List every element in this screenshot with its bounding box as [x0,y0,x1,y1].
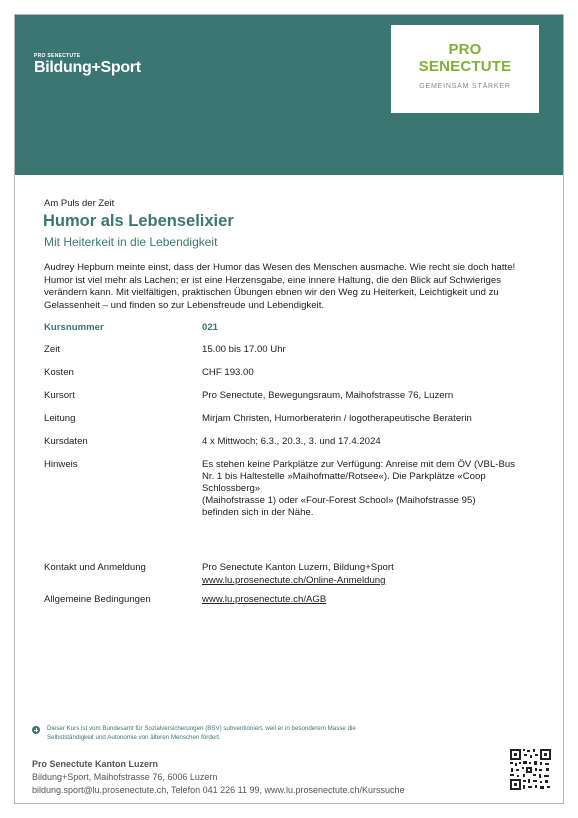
kosten-label: Kosten [44,367,74,378]
qr-code-icon[interactable] [509,748,552,791]
hinweis-label: Hinweis [44,459,78,470]
plus-circle-icon [32,726,40,734]
kosten-value: CHF 193.00 [202,367,254,378]
pro-senectute-logo [391,25,539,113]
logo-tagline: GEMEINSAM STÄRKER [419,83,511,90]
online-anmeldung-link[interactable]: www.lu.prosenectute.ch/Online-Anmeldung [202,575,386,586]
course-intro: Audrey Hepburn meinte einst, dass der Humor das Wesen des Menschen ausmache. Wie recht sie doch hatte! Humor ist viel mehr als Lachen; er ist eine Herzensgabe, eine innere Haltung, die den Blick auf Schwieriges verändern kann. Mit vielfältigen, praktischen Übungen ebnen wir den Weg zu Heiterkeit, Leichtigkeit und zu Gelassenheit – und finden so zur Lebensfreude und Lebendigkeit. [44,262,516,311]
kursdaten-label: Kursdaten [44,436,88,447]
contact-details: bildung.sport@lu.prosenectute.ch, Telefon 041 226 11 99, www.lu.prosenectute.ch/Kurssuche [32,785,405,795]
kursnummer-label: Kursnummer [44,322,104,333]
kontakt-value: Pro Senectute Kanton Luzern, Bildung+Sport [202,562,394,573]
logo-line-1: PRO [448,41,482,58]
brand-title: Bildung+Sport [34,59,141,76]
leitung-label: Leitung [44,413,76,424]
course-flyer [14,14,564,804]
course-title: Humor als Lebenselixier [43,212,234,230]
kursort-value: Pro Senectute, Bewegungsraum, Maihofstrasse 76, Luzern [202,390,454,401]
kursdaten-value: 4 x Mittwoch; 6.3., 20.3., 3. und 17.4.2024 [202,436,381,447]
header-band [15,15,563,175]
kursnummer-value: 021 [202,322,219,333]
bsv-footnote-text: Dieser Kurs ist vom Bundesamt für Sozialversicherungen (BSV) subventioniert, weil er in besonderem Masse die Selbstständigkeit und Autonomie von älteren Menschen fördert. [47,725,356,741]
course-eyebrow: Am Puls der Zeit [44,198,115,209]
kontakt-label: Kontakt und Anmeldung [44,562,146,573]
hinweis-value-1: Es stehen keine Parkplätze zur Verfügung: Anreise mit dem ÖV (VBL-Bus Nr. 1 bis Haltestelle »Maihofmatte/Rotsee«). Die Parkplätze «Coop Schlossberg» [202,459,516,494]
brand-small-label: PRO SENECTUTE [34,53,81,59]
course-subtitle: Mit Heiterkeit in die Lebendigkeit [44,235,218,249]
kursort-label: Kursort [44,390,75,401]
logo-line-2: SENECTUTE [418,58,512,75]
hinweis-value-2: (Maihofstrasse 1) oder «Four-Forest School» (Maihofstrasse 95) befinden sich in der Nähe. [202,495,476,518]
agb-label: Allgemeine Bedingungen [44,594,151,605]
contact-org: Pro Senectute Kanton Luzern [32,759,159,769]
zeit-label: Zeit [44,344,60,355]
agb-link[interactable]: www.lu.prosenectute.ch/AGB [202,594,327,605]
zeit-value: 15.00 bis 17.00 Uhr [202,344,286,355]
leitung-value: Mirjam Christen, Humorberaterin / logotherapeutische Beraterin [202,413,472,424]
contact-address: Bildung+Sport, Maihofstrasse 76, 6006 Luzern [32,772,218,782]
